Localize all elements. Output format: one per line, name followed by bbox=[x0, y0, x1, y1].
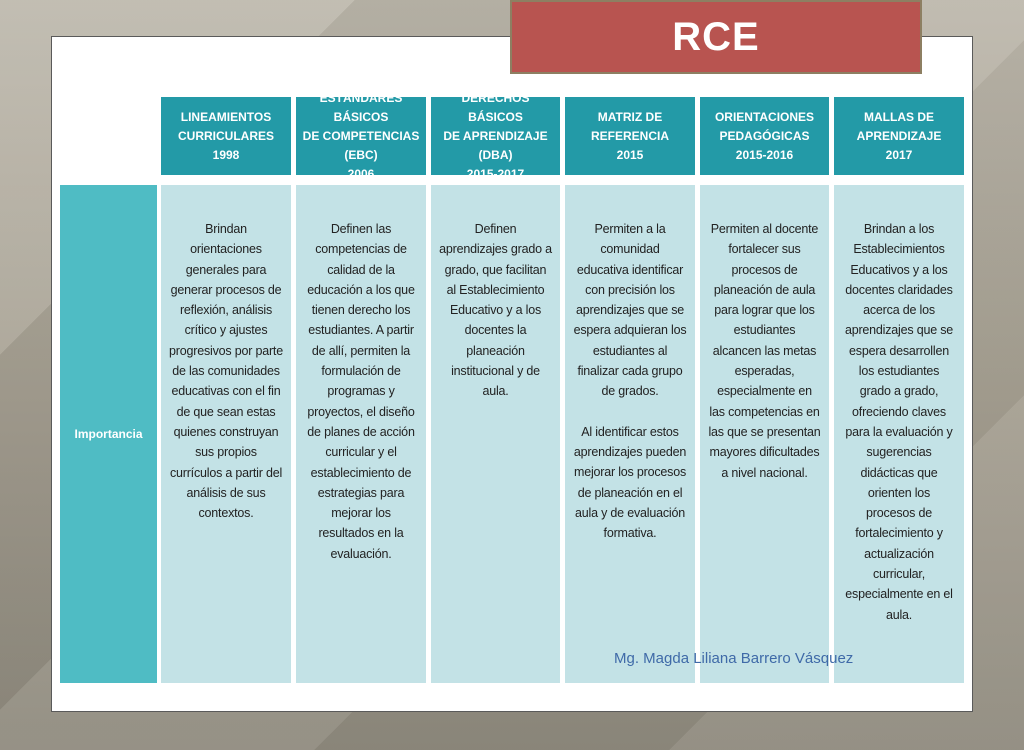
header-line: 1998 bbox=[212, 147, 240, 162]
cell-text: Brindan orientaciones generales para generar procesos de reflexión, análisis crítico y ajustes progresivos por parte de las comunidades educativas con el fin de que sean estas quienes construyan sus propios currículos a partir del análisis de sus contextos. bbox=[169, 222, 283, 521]
header-line: LINEAMIENTOS bbox=[180, 109, 272, 124]
header-line: ESTÁNDARES BÁSICOS bbox=[319, 90, 403, 124]
cell-matriz bbox=[565, 185, 695, 683]
cell-text: Definen las competencias de calidad de la educación a los que tienen derecho los estudiantes. A partir de allí, permiten la formulación de programas y proyectos, el diseño de planes de acción curricular y el establecimiento de estrategias para mejorar los resultados en la evaluación. bbox=[307, 222, 415, 561]
header-line: 2015-2017 bbox=[466, 166, 525, 181]
header-line: ORIENTACIONES bbox=[714, 109, 815, 124]
header-line: 2017 bbox=[885, 147, 913, 162]
header-line: DE COMPETENCIAS (EBC) bbox=[302, 128, 420, 162]
column-header-matriz bbox=[565, 97, 695, 175]
header-line: 2015 bbox=[616, 147, 644, 162]
header-line: 2006 bbox=[347, 166, 375, 181]
cell-mallas bbox=[834, 185, 964, 683]
column-header-estandares bbox=[296, 90, 426, 181]
header-line: REFERENCIA bbox=[590, 128, 669, 143]
cell-text: Definen aprendizajes grado a grado, que facilitan al Establecimiento Educativo y a los docentes la planeación institucional y de aula. bbox=[439, 222, 552, 399]
header-line: PEDAGÓGICAS bbox=[719, 128, 810, 143]
cell-text: Brindan a los Establecimientos Educativos y a los docentes claridades acerca de los aprendizajes que se espera desarrollen los estudiantes grado a grado, ofreciendo claves para la evaluación y sugerencias didácticas que orienten los procesos de fortalecimiento y actualización curricular, especialmente en el aula. bbox=[844, 222, 954, 622]
header-line: APRENDIZAJE bbox=[856, 128, 942, 143]
cell-orientaciones bbox=[700, 185, 829, 683]
column-header-orientaciones bbox=[700, 97, 829, 175]
cell-derechos bbox=[431, 185, 560, 683]
column-header-derechos bbox=[431, 90, 560, 181]
cell-text: Permiten a la comunidad educativa identificar con precisión los aprendizajes que se espera adquieran los estudiantes al finalizar cada grupo de grados. bbox=[573, 222, 687, 399]
cell-estandares bbox=[296, 185, 426, 683]
cell-text: Al identificar estos aprendizajes pueden mejorar los procesos de planeación en el aula y de evaluación formativa. bbox=[573, 424, 687, 541]
slide-title: RCE bbox=[672, 14, 760, 59]
title-banner bbox=[510, 0, 922, 74]
row-label-text: Importancia bbox=[74, 427, 143, 441]
author-credit: Mg. Magda Liliana Barrero Vásquez bbox=[614, 650, 854, 667]
header-line: 2015-2016 bbox=[735, 147, 794, 162]
cell-lineamientos bbox=[161, 185, 291, 683]
row-label-importancia bbox=[60, 185, 157, 683]
cell-text: Permiten al docente fortalecer sus procesos de planeación de aula para lograr que los estudiantes alcancen las metas esperadas, especialmente en las competencias en las que se presentan mayores dificultades a nivel nacional. bbox=[708, 222, 821, 480]
header-line: MALLAS DE bbox=[864, 109, 934, 124]
header-line: CURRICULARES bbox=[178, 128, 274, 143]
header-line: DE APRENDIZAJE (DBA) bbox=[443, 128, 548, 162]
column-header-lineamientos bbox=[161, 97, 291, 175]
header-line: DERECHOS BÁSICOS bbox=[461, 90, 530, 124]
column-header-mallas bbox=[834, 97, 964, 175]
header-line: MATRIZ DE bbox=[597, 109, 663, 124]
